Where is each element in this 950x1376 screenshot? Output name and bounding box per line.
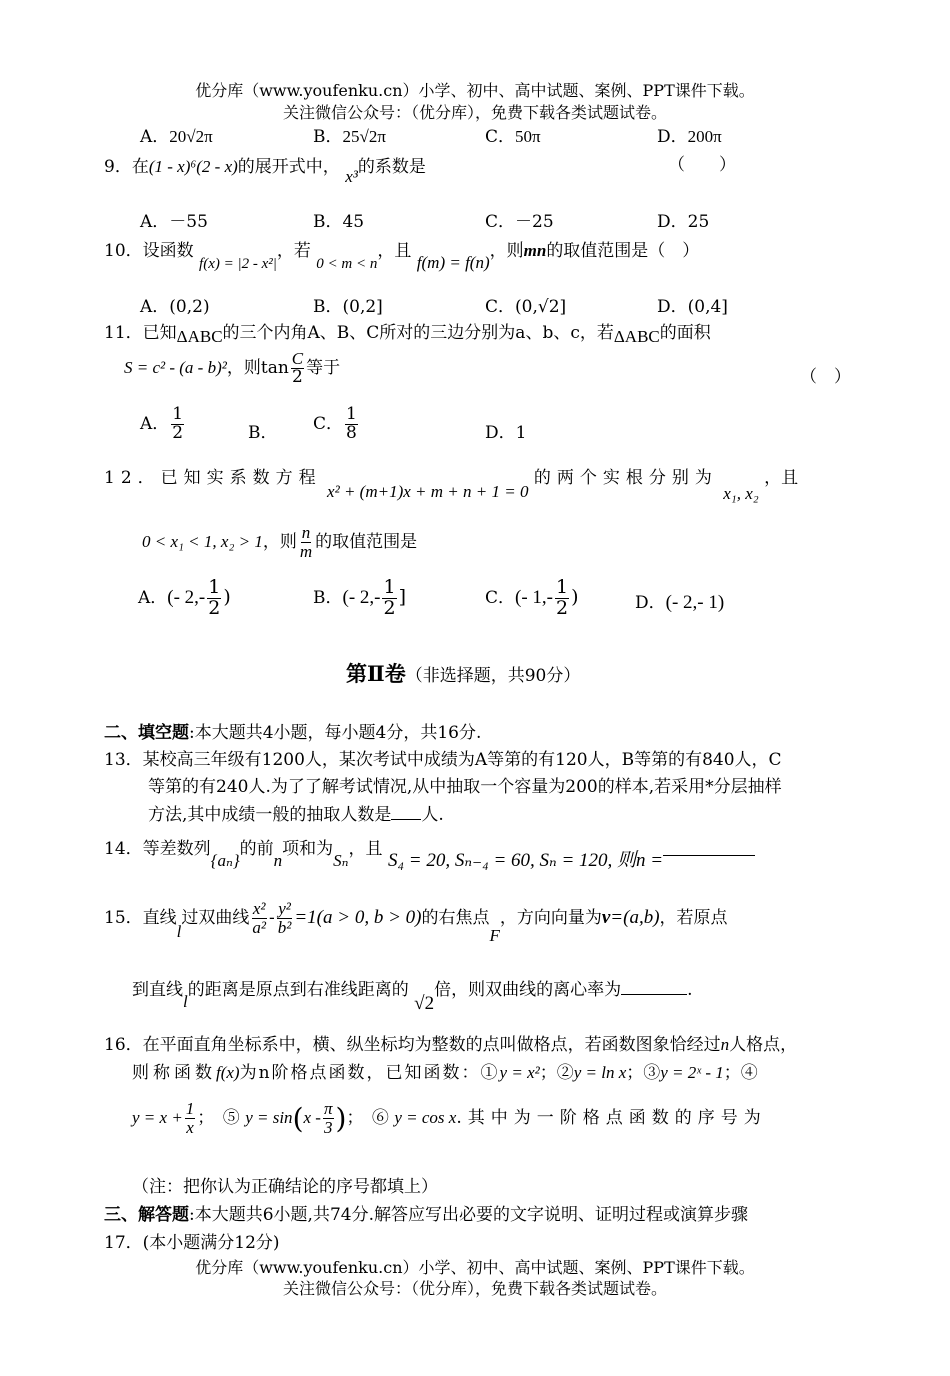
q14-answer-blank[interactable] <box>663 855 755 856</box>
q10-option-a: A．(0,2) <box>140 297 210 317</box>
q11-stem-line1: 11．已知ΔABC的三个内角A、B、C所对的三边分别为a、b、c，若ΔABC的面积 <box>104 323 711 346</box>
q11-option-b: B． <box>248 423 278 443</box>
q10-option-d: D．(0,4] <box>657 297 728 317</box>
q10-stem: 10．设函数 f(x) = |2 - x²|，若 0 < m < n，且 f(m) = f(n)，则mn的取值范围是（ ） <box>104 241 700 272</box>
q12-option-b: B．(- 2,- $\frac{1}{2}$ ] <box>313 576 406 619</box>
q8-option-b: B．25√2π <box>313 127 386 147</box>
q9-answer-paren: （ ） <box>668 155 736 175</box>
q15-stem-line2: 到直线l的距离是原点到右准线距离的 √2倍，则双曲线的离心率为 . <box>132 980 693 1014</box>
section-fill-in-heading: 二、填空题:本大题共4小题，每小题4分，共16分. <box>104 723 482 743</box>
q9-stem: 9．在(1 - x)⁶(2 - x)的展开式中， x³的系数是 <box>104 157 426 186</box>
q14-stem: 14．等差数列{aₙ}的前n项和为Sₙ，且 S₄ = 20, Sₙ₋₄ = 60, Sₙ = 120, 则n = <box>104 833 755 860</box>
footer-line-1: 优分库（www.youfenku.cn）小学、初中、高中试题、案例、PPT课件下载。 <box>195 1258 755 1277</box>
section-solution-heading: 三、解答题:本大题共6小题,共74分.解答应写出必要的文字说明、证明过程或演算步骤 <box>104 1205 748 1225</box>
q16-line2: 则称函数f(x)为n阶格点函数，已知函数：①y = x²；②y = ln x；③y = 2ˣ - 1；④ <box>132 1063 758 1083</box>
q15-answer-blank[interactable] <box>621 994 687 995</box>
q13-line2: 等第的有240人.为了了解考试情况,从中抽取一个容量为200的样本,若采用*分层抽样 <box>148 777 782 797</box>
q16-line1: 16．在平面直角坐标系中，横、纵坐标均为整数的点叫做格点，若函数图象恰经过n人格点， <box>104 1035 798 1055</box>
q15-sqrt2: √2 <box>414 993 435 1014</box>
q13-line3: 方法,其中成绩一般的抽取人数是 人. <box>148 805 444 825</box>
q11-option-a: A． $\frac{1}{2}$ <box>140 404 184 443</box>
q13-answer-blank[interactable] <box>391 819 421 820</box>
q9-option-b: B．45 <box>313 212 365 232</box>
q13-line1: 13．某校高三年级有1200人，某次考试中成绩为A等第的有120人，B等第的有840人，C <box>104 750 782 770</box>
q12-option-c: C．(- 1,- $\frac{1}{2}$ ) <box>485 576 579 619</box>
q12-option-d: D．(- 2,- 1) <box>635 592 725 613</box>
header-line-1: 优分库（www.youfenku.cn）小学、初中、高中试题、案例、PPT课件下载。 <box>195 81 755 100</box>
footer-line-2: 关注微信公众号：（优分库），免费下载各类试题试卷。 <box>282 1279 667 1298</box>
q9-option-d: D．25 <box>657 212 710 232</box>
q12-option-a: A．(- 2,- $\frac{1}{2}$ ) <box>138 576 231 619</box>
q16-line3: y = x + $\frac{1}{x}$ ； ⑤ y = sin(x - $\frac{\pi}{3}$ )； ⑥ y = cos x.其中为一阶格点函数的序号为 <box>132 1099 767 1137</box>
q17-heading: 17．(本小题满分12分) <box>104 1233 280 1253</box>
q16-note: （注：把你认为正确结论的序号都填上） <box>132 1177 438 1197</box>
header-line-2: 关注微信公众号：（优分库），免费下载各类试题试卷。 <box>282 103 667 122</box>
part-two-title: 第Ⅱ卷（非选择题，共90分） <box>346 661 581 686</box>
q11-answer-paren: （ ） <box>800 367 851 387</box>
q10-option-b: B．(0,2] <box>313 297 383 317</box>
q9-option-c: C．－25 <box>485 212 554 232</box>
q8-option-a: A．20√2π <box>140 127 213 147</box>
q9-option-a: A．－55 <box>140 212 208 232</box>
q10-option-c: C．(0,√2] <box>485 297 567 317</box>
q15-stem-line1: 15．直线l过双曲线 $\frac{\text{x²}}{\text{a²}}$ - $\frac{\text{y²}}{\text{b²}}$ =1(a > 0, b > 0)的右焦点F，方向向量为v=(a,b)，若原点 <box>104 899 728 945</box>
q11-option-d: D．1 <box>485 423 527 443</box>
q8-option-d: D．200π <box>657 127 722 147</box>
q11-fraction: $\frac{C}{2}$ <box>291 349 304 387</box>
q8-option-c: C．50π <box>485 127 541 147</box>
q12-stem-line2: 0 < x₁ < 1, x₂ > 1，则 $\frac{n}{m}$ 的取值范围是 <box>142 523 418 561</box>
q11-option-c: C． $\frac{1}{8}$ <box>313 404 357 443</box>
q11-stem-line2: S = c² - (a - b)²，则tan $\frac{C}{2}$ 等于 <box>124 349 341 387</box>
q12-stem-line1: 12．已知实系数方程 x² + (m+1)x + m + n + 1 = 0 的两个实根分别为 x₁, x₂ ，且 <box>104 468 799 503</box>
